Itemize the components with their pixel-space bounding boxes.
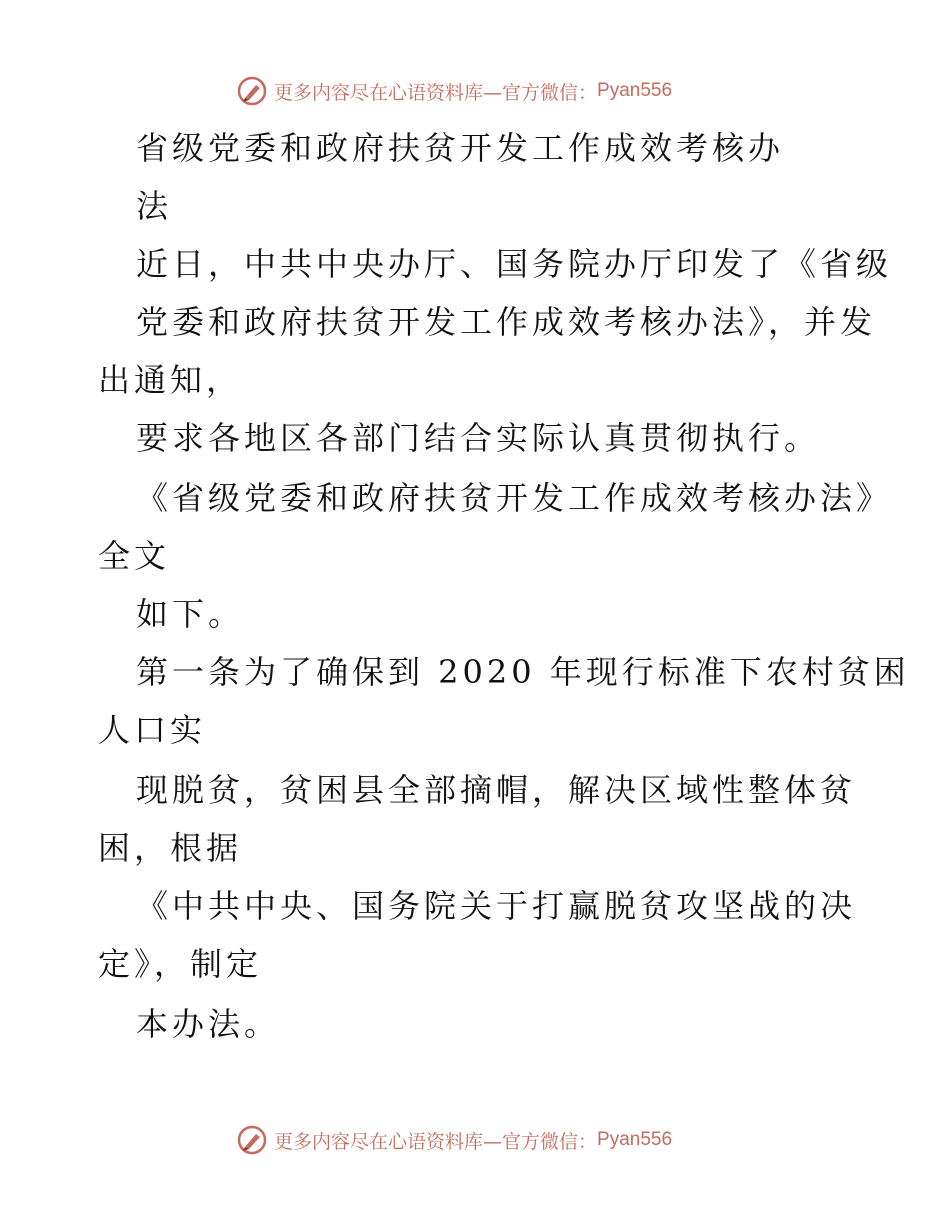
watermark-handle: Pyan556 bbox=[597, 80, 673, 101]
title-line-2: 法 bbox=[136, 187, 173, 225]
paragraph-line: 要求各地区各部门结合实际认真贯彻执行。 bbox=[136, 419, 821, 457]
paragraph-line: 近日，中共中央办厅、国务院办厅印发了《省级 bbox=[136, 245, 893, 283]
paragraph-line: 本办法。 bbox=[136, 1005, 281, 1043]
watermark-text: 更多内容尽在心语资料库—官方微信： bbox=[274, 81, 598, 104]
watermark-handle: Pyan556 bbox=[597, 1129, 673, 1150]
paragraph-line: 如下。 bbox=[136, 595, 245, 633]
header-watermark bbox=[236, 74, 716, 108]
paragraph-line: 党委和政府扶贫开发工作成效考核办法》，并发 bbox=[136, 303, 877, 341]
paragraph-line: 《省级党委和政府扶贫开发工作成效考核办法》 bbox=[136, 479, 893, 517]
paragraph-line: 出通知， bbox=[98, 361, 243, 399]
pen-logo-icon bbox=[236, 75, 268, 107]
pen-logo-icon bbox=[236, 1124, 268, 1156]
title-line-1: 省级党委和政府扶贫开发工作成效考核办 bbox=[136, 129, 785, 167]
paragraph-line: 定》，制定 bbox=[98, 945, 263, 983]
paragraph-line: 第一条为了确保到 2020 年现行标准下农村贫困 bbox=[136, 653, 910, 691]
footer-watermark bbox=[236, 1123, 716, 1157]
paragraph-line: 全文 bbox=[98, 537, 171, 575]
paragraph-line: 现脱贫，贫困县全部摘帽，解决区域性整体贫 bbox=[136, 771, 857, 809]
watermark-text: 更多内容尽在心语资料库—官方微信： bbox=[274, 1130, 598, 1153]
paragraph-line: 《中共中央、国务院关于打赢脱贫攻坚战的决 bbox=[136, 887, 857, 925]
paragraph-line: 人口实 bbox=[98, 711, 207, 749]
paragraph-line: 困，根据 bbox=[98, 829, 243, 867]
